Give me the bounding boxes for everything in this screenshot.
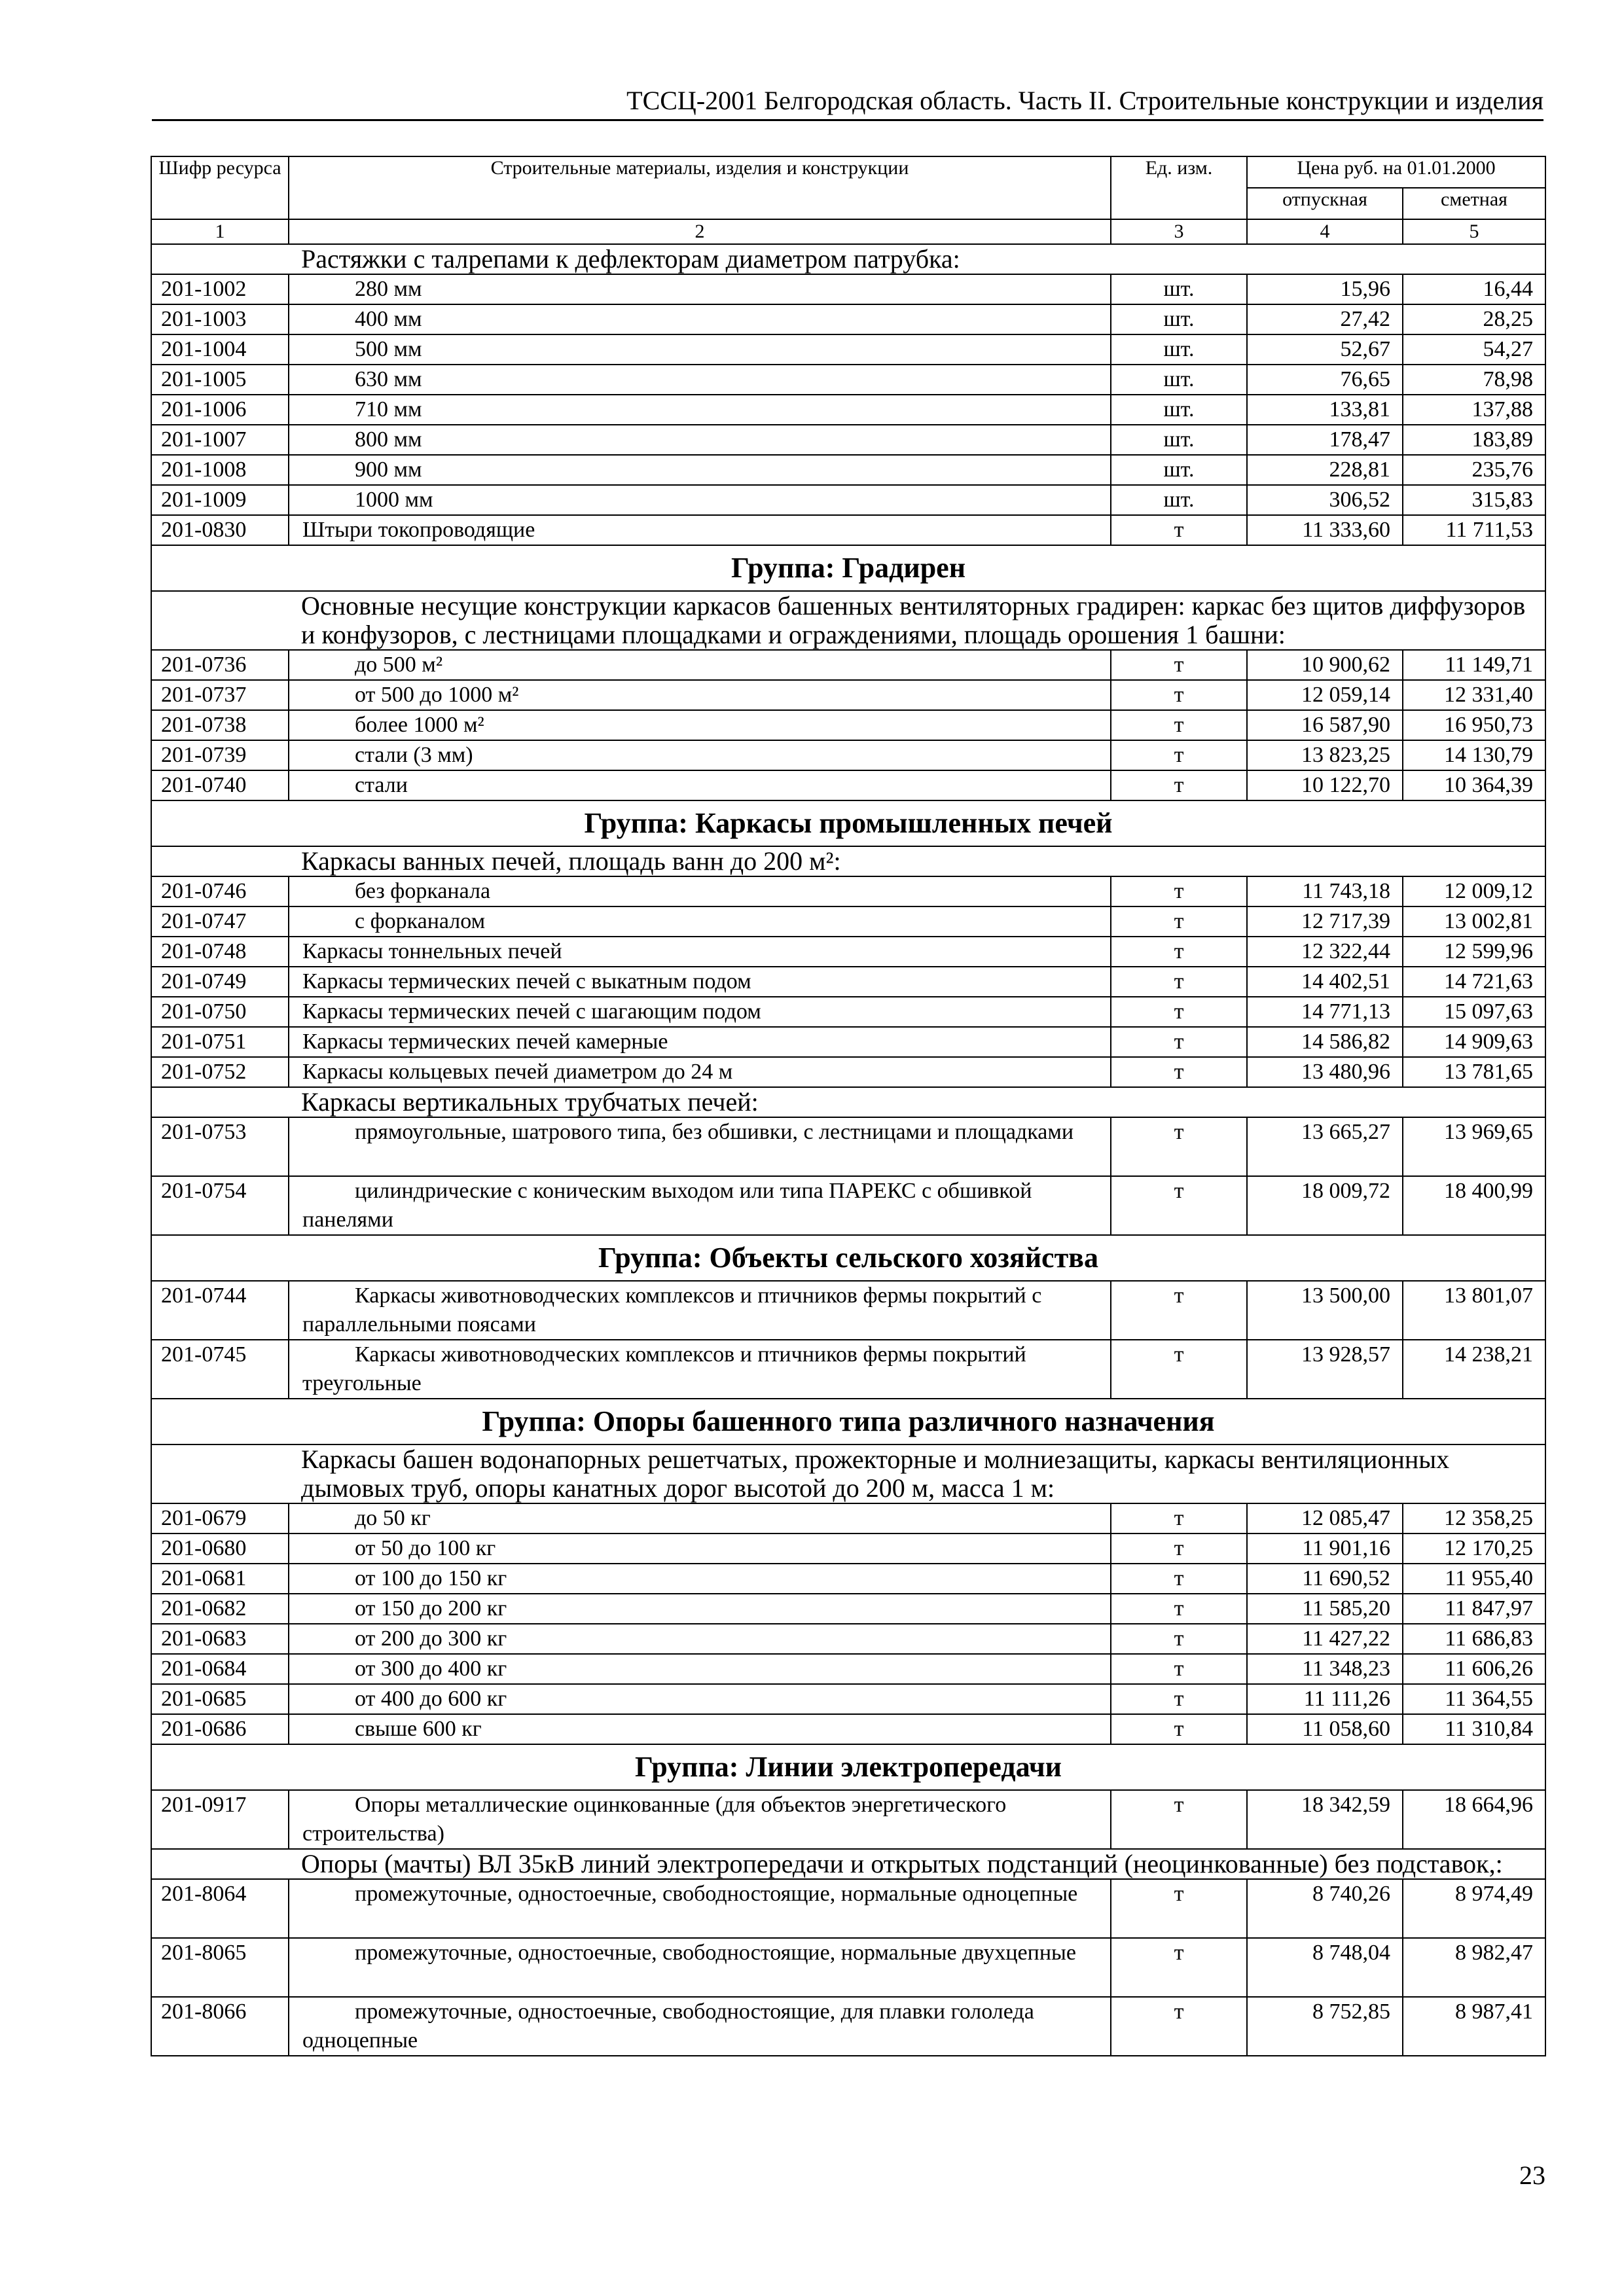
- release-price: 11 427,22: [1247, 1624, 1403, 1654]
- resource-name: 280 мм: [289, 274, 1111, 304]
- table-row: [151, 906, 1545, 937]
- estimate-price: 137,88: [1403, 395, 1545, 425]
- resource-code: 201-1008: [151, 455, 289, 485]
- table-row: [151, 1654, 1545, 1684]
- table-header-row: [151, 156, 1545, 188]
- resource-name: прямоугольные, шатрового типа, без обшивки, с лестницами и площадками: [289, 1117, 1111, 1176]
- unit-cell: шт.: [1111, 304, 1247, 334]
- estimate-price: 54,27: [1403, 334, 1545, 365]
- estimate-price: 11 364,55: [1403, 1684, 1545, 1714]
- table-row: [151, 680, 1545, 710]
- unit-cell: т: [1111, 1340, 1247, 1399]
- table-row: [151, 515, 1545, 545]
- estimate-price: 16 950,73: [1403, 710, 1545, 740]
- table-body: [151, 244, 1545, 2056]
- release-price: 8 748,04: [1247, 1938, 1403, 1997]
- table-row: [151, 1938, 1545, 1997]
- estimate-price: 78,98: [1403, 365, 1545, 395]
- resource-name: 630 мм: [289, 365, 1111, 395]
- release-price: 52,67: [1247, 334, 1403, 365]
- resource-code: 201-0749: [151, 967, 289, 997]
- unit-cell: т: [1111, 906, 1247, 937]
- resource-code: 201-0754: [151, 1176, 289, 1235]
- resource-name: до 500 м²: [289, 650, 1111, 680]
- release-price: 10 122,70: [1247, 770, 1403, 800]
- resource-code: 201-0747: [151, 906, 289, 937]
- unit-cell: шт.: [1111, 395, 1247, 425]
- unit-cell: т: [1111, 1938, 1247, 1997]
- resource-name: Каркасы термических печей камерные: [289, 1027, 1111, 1057]
- table-row: [151, 1503, 1545, 1534]
- unit-cell: т: [1111, 710, 1247, 740]
- release-price: 178,47: [1247, 425, 1403, 455]
- estimate-price: 8 974,49: [1403, 1879, 1545, 1938]
- estimate-price: 16,44: [1403, 274, 1545, 304]
- table-row: [151, 1624, 1545, 1654]
- resource-code: 201-0752: [151, 1057, 289, 1087]
- table-row: [151, 365, 1545, 395]
- estimate-price: 10 364,39: [1403, 770, 1545, 800]
- release-price: 12 085,47: [1247, 1503, 1403, 1534]
- unit-cell: т: [1111, 997, 1247, 1027]
- group-heading-row: [151, 545, 1545, 591]
- unit-cell: т: [1111, 1117, 1247, 1176]
- unit-cell: т: [1111, 1790, 1247, 1849]
- group-heading-row: [151, 800, 1545, 846]
- group-heading: Группа: Градирен: [151, 545, 1545, 591]
- group-heading: Группа: Каркасы промышленных печей: [151, 800, 1545, 846]
- resource-name: свыше 600 кг: [289, 1714, 1111, 1744]
- release-price: 27,42: [1247, 304, 1403, 334]
- resource-code: 201-1009: [151, 485, 289, 515]
- subsection-title: Каркасы вертикальных трубчатых печей:: [151, 1087, 1545, 1117]
- resource-name: Каркасы термических печей с выкатным подом: [289, 967, 1111, 997]
- resource-name: Опоры металлические оцинкованные (для объектов энергетического строительства): [289, 1790, 1111, 1849]
- release-price: 133,81: [1247, 395, 1403, 425]
- release-price: 228,81: [1247, 455, 1403, 485]
- estimate-price: 13 969,65: [1403, 1117, 1545, 1176]
- release-price: 14 771,13: [1247, 997, 1403, 1027]
- estimate-price: 12 331,40: [1403, 680, 1545, 710]
- resource-name: от 50 до 100 кг: [289, 1534, 1111, 1564]
- estimate-price: 18 664,96: [1403, 1790, 1545, 1849]
- column-header-price: Цена руб. на 01.01.2000: [1247, 156, 1545, 188]
- unit-cell: шт.: [1111, 485, 1247, 515]
- resource-name: стали (3 мм): [289, 740, 1111, 770]
- release-price: 11 743,18: [1247, 876, 1403, 906]
- resource-name: 1000 мм: [289, 485, 1111, 515]
- resource-name: цилиндрические с коническим выходом или типа ПАРЕКС с обшивкой панелями: [289, 1176, 1111, 1235]
- estimate-price: 11 310,84: [1403, 1714, 1545, 1744]
- release-price: 13 823,25: [1247, 740, 1403, 770]
- estimate-price: 12 599,96: [1403, 937, 1545, 967]
- release-price: 18 342,59: [1247, 1790, 1403, 1849]
- resource-code: 201-0686: [151, 1714, 289, 1744]
- resource-name: от 300 до 400 кг: [289, 1654, 1111, 1684]
- unit-cell: т: [1111, 515, 1247, 545]
- estimate-price: 11 955,40: [1403, 1564, 1545, 1594]
- resource-code: 201-0679: [151, 1503, 289, 1534]
- unit-cell: т: [1111, 1879, 1247, 1938]
- resource-name: Каркасы животноводческих комплексов и птичников фермы покрытий с параллельными поясами: [289, 1281, 1111, 1340]
- subsection-title: Растяжки с талрепами к дефлекторам диаметром патрубка:: [151, 244, 1545, 274]
- resource-code: 201-0917: [151, 1790, 289, 1849]
- resource-code: 201-0684: [151, 1654, 289, 1684]
- column-number: 2: [289, 219, 1111, 244]
- resource-name: от 150 до 200 кг: [289, 1594, 1111, 1624]
- subsection-title: Основные несущие конструкции каркасов башенных вентиляторных градирен: каркас без щитов диффузоров и конфузоров, с лестницами площадками и ограждениями, площадь орошения 1 башни:: [151, 591, 1545, 650]
- unit-cell: т: [1111, 740, 1247, 770]
- resource-name: промежуточные, одностоечные, свободностоящие, для плавки гололеда одноцепные: [289, 1997, 1111, 2056]
- column-header-unit: Ед. изм.: [1111, 156, 1247, 219]
- estimate-price: 11 711,53: [1403, 515, 1545, 545]
- resource-name: более 1000 м²: [289, 710, 1111, 740]
- release-price: 13 480,96: [1247, 1057, 1403, 1087]
- table-row: [151, 1117, 1545, 1176]
- unit-cell: т: [1111, 1997, 1247, 2056]
- subsection-title: Каркасы башен водонапорных решетчатых, прожекторные и молниезащиты, каркасы вентиляционных дымовых труб, опоры канатных дорог высотой до 200 м, масса 1 м:: [151, 1444, 1545, 1503]
- unit-cell: т: [1111, 1503, 1247, 1534]
- table-row: [151, 304, 1545, 334]
- estimate-price: 11 847,97: [1403, 1594, 1545, 1624]
- table-row: [151, 876, 1545, 906]
- resource-code: 201-1004: [151, 334, 289, 365]
- table-row: [151, 997, 1545, 1027]
- estimate-price: 18 400,99: [1403, 1176, 1545, 1235]
- table-row: [151, 1281, 1545, 1340]
- resource-code: 201-0685: [151, 1684, 289, 1714]
- group-heading: Группа: Линии электропередачи: [151, 1744, 1545, 1790]
- page-number: 23: [1519, 2161, 1545, 2190]
- unit-cell: т: [1111, 680, 1247, 710]
- page-header: [152, 82, 1543, 121]
- resource-code: 201-0738: [151, 710, 289, 740]
- header-title: ТССЦ-2001 Белгородская область. Часть II. Строительные конструкции и изделия: [626, 86, 1543, 115]
- estimate-price: 14 238,21: [1403, 1340, 1545, 1399]
- release-price: 11 348,23: [1247, 1654, 1403, 1684]
- unit-cell: т: [1111, 937, 1247, 967]
- estimate-price: 12 009,12: [1403, 876, 1545, 906]
- group-heading: Группа: Объекты сельского хозяйства: [151, 1235, 1545, 1281]
- resource-name: промежуточные, одностоечные, свободностоящие, нормальные одноцепные: [289, 1879, 1111, 1938]
- column-number: 4: [1247, 219, 1403, 244]
- estimate-price: 12 170,25: [1403, 1534, 1545, 1564]
- unit-cell: шт.: [1111, 365, 1247, 395]
- resource-code: 201-0683: [151, 1624, 289, 1654]
- resource-code: 201-8065: [151, 1938, 289, 1997]
- table-row: [151, 1997, 1545, 2056]
- resource-code: 201-0751: [151, 1027, 289, 1057]
- resource-code: 201-0750: [151, 997, 289, 1027]
- table-row: [151, 1057, 1545, 1087]
- resource-name: Каркасы термических печей с шагающим подом: [289, 997, 1111, 1027]
- column-header-release-price: отпускная: [1247, 188, 1403, 219]
- estimate-price: 15 097,63: [1403, 997, 1545, 1027]
- resource-code: 201-1002: [151, 274, 289, 304]
- resource-code: 201-0830: [151, 515, 289, 545]
- release-price: 15,96: [1247, 274, 1403, 304]
- resource-name: без форканала: [289, 876, 1111, 906]
- estimate-price: 12 358,25: [1403, 1503, 1545, 1534]
- estimate-price: 8 987,41: [1403, 1997, 1545, 2056]
- unit-cell: т: [1111, 1564, 1247, 1594]
- unit-cell: т: [1111, 1624, 1247, 1654]
- group-heading-row: [151, 1399, 1545, 1444]
- resource-name: с форканалом: [289, 906, 1111, 937]
- table-row: [151, 1564, 1545, 1594]
- estimate-price: 11 606,26: [1403, 1654, 1545, 1684]
- resource-code: 201-0680: [151, 1534, 289, 1564]
- release-price: 8 752,85: [1247, 1997, 1403, 2056]
- estimate-price: 14 130,79: [1403, 740, 1545, 770]
- column-header-code: Шифр ресурса: [151, 156, 289, 219]
- group-heading-row: [151, 1235, 1545, 1281]
- resource-code: 201-0682: [151, 1594, 289, 1624]
- table-row: [151, 1790, 1545, 1849]
- release-price: 11 690,52: [1247, 1564, 1403, 1594]
- resource-code: 201-0753: [151, 1117, 289, 1176]
- table-row: [151, 274, 1545, 304]
- resource-name: Штыри токопроводящие: [289, 515, 1111, 545]
- estimate-price: 183,89: [1403, 425, 1545, 455]
- column-header-estimate-price: сметная: [1403, 188, 1545, 219]
- resource-code: 201-0739: [151, 740, 289, 770]
- resource-name: промежуточные, одностоечные, свободностоящие, нормальные двухцепные: [289, 1938, 1111, 1997]
- resource-name: 400 мм: [289, 304, 1111, 334]
- release-price: 306,52: [1247, 485, 1403, 515]
- table-row: [151, 937, 1545, 967]
- release-price: 14 402,51: [1247, 967, 1403, 997]
- estimate-price: 14 721,63: [1403, 967, 1545, 997]
- resource-code: 201-1003: [151, 304, 289, 334]
- unit-cell: т: [1111, 770, 1247, 800]
- estimate-price: 8 982,47: [1403, 1938, 1545, 1997]
- resource-code: 201-0736: [151, 650, 289, 680]
- table-row: [151, 770, 1545, 800]
- release-price: 13 665,27: [1247, 1117, 1403, 1176]
- resource-code: 201-0745: [151, 1340, 289, 1399]
- resource-name: до 50 кг: [289, 1503, 1111, 1534]
- release-price: 12 717,39: [1247, 906, 1403, 937]
- table-row: [151, 1879, 1545, 1938]
- estimate-price: 11 149,71: [1403, 650, 1545, 680]
- resource-name: 900 мм: [289, 455, 1111, 485]
- unit-cell: т: [1111, 1176, 1247, 1235]
- table-row: [151, 1176, 1545, 1235]
- subsection-row: [151, 846, 1545, 876]
- resource-code: 201-1006: [151, 395, 289, 425]
- resource-name: от 400 до 600 кг: [289, 1684, 1111, 1714]
- group-heading-row: [151, 1744, 1545, 1790]
- resource-name: 800 мм: [289, 425, 1111, 455]
- table-row: [151, 455, 1545, 485]
- unit-cell: шт.: [1111, 334, 1247, 365]
- resource-code: 201-0744: [151, 1281, 289, 1340]
- estimate-price: 11 686,83: [1403, 1624, 1545, 1654]
- subsection-row: [151, 1849, 1545, 1879]
- release-price: 76,65: [1247, 365, 1403, 395]
- estimate-price: 14 909,63: [1403, 1027, 1545, 1057]
- table-row: [151, 740, 1545, 770]
- table-row: [151, 1340, 1545, 1399]
- table-row: [151, 1594, 1545, 1624]
- unit-cell: т: [1111, 1534, 1247, 1564]
- column-number: 5: [1403, 219, 1545, 244]
- table-row: [151, 395, 1545, 425]
- resource-code: 201-1007: [151, 425, 289, 455]
- table-row: [151, 334, 1545, 365]
- price-table: [151, 156, 1546, 2056]
- column-number: 3: [1111, 219, 1247, 244]
- table-row: [151, 485, 1545, 515]
- release-price: 11 901,16: [1247, 1534, 1403, 1564]
- unit-cell: шт.: [1111, 455, 1247, 485]
- unit-cell: т: [1111, 1057, 1247, 1087]
- resource-code: 201-0748: [151, 937, 289, 967]
- table-row: [151, 1684, 1545, 1714]
- subsection-row: [151, 1444, 1545, 1503]
- subsection-row: [151, 591, 1545, 650]
- column-number: 1: [151, 219, 289, 244]
- resource-code: 201-8066: [151, 1997, 289, 2056]
- table-row: [151, 1714, 1545, 1744]
- estimate-price: 28,25: [1403, 304, 1545, 334]
- table-row: [151, 1534, 1545, 1564]
- release-price: 18 009,72: [1247, 1176, 1403, 1235]
- table-row: [151, 425, 1545, 455]
- unit-cell: т: [1111, 1027, 1247, 1057]
- column-header-name: Строительные материалы, изделия и конструкции: [289, 156, 1111, 219]
- release-price: 14 586,82: [1247, 1027, 1403, 1057]
- unit-cell: т: [1111, 1281, 1247, 1340]
- resource-name: Каркасы животноводческих комплексов и птичников фермы покрытий треугольные: [289, 1340, 1111, 1399]
- release-price: 11 058,60: [1247, 1714, 1403, 1744]
- unit-cell: т: [1111, 1684, 1247, 1714]
- release-price: 16 587,90: [1247, 710, 1403, 740]
- subsection-row: [151, 1087, 1545, 1117]
- resource-code: 201-0746: [151, 876, 289, 906]
- release-price: 11 333,60: [1247, 515, 1403, 545]
- release-price: 12 059,14: [1247, 680, 1403, 710]
- release-price: 8 740,26: [1247, 1879, 1403, 1938]
- resource-name: 500 мм: [289, 334, 1111, 365]
- resource-name: Каркасы кольцевых печей диаметром до 24 м: [289, 1057, 1111, 1087]
- resource-code: 201-0681: [151, 1564, 289, 1594]
- subsection-row: [151, 244, 1545, 274]
- unit-cell: т: [1111, 967, 1247, 997]
- resource-code: 201-8064: [151, 1879, 289, 1938]
- table-row: [151, 1027, 1545, 1057]
- release-price: 11 111,26: [1247, 1684, 1403, 1714]
- table-row: [151, 710, 1545, 740]
- subsection-title: Опоры (мачты) ВЛ 35кВ линий электропередачи и открытых подстанций (неоцинкованные) без подставок,:: [151, 1849, 1545, 1879]
- unit-cell: шт.: [1111, 274, 1247, 304]
- resource-code: 201-0740: [151, 770, 289, 800]
- estimate-price: 13 002,81: [1403, 906, 1545, 937]
- subsection-title: Каркасы ванных печей, площадь ванн до 200 м²:: [151, 846, 1545, 876]
- resource-name: стали: [289, 770, 1111, 800]
- unit-cell: т: [1111, 1594, 1247, 1624]
- release-price: 10 900,62: [1247, 650, 1403, 680]
- table-row: [151, 650, 1545, 680]
- unit-cell: шт.: [1111, 425, 1247, 455]
- resource-name: от 500 до 1000 м²: [289, 680, 1111, 710]
- unit-cell: т: [1111, 1714, 1247, 1744]
- release-price: 12 322,44: [1247, 937, 1403, 967]
- unit-cell: т: [1111, 876, 1247, 906]
- unit-cell: т: [1111, 1654, 1247, 1684]
- table-row: [151, 967, 1545, 997]
- resource-name: 710 мм: [289, 395, 1111, 425]
- estimate-price: 13 781,65: [1403, 1057, 1545, 1087]
- release-price: 13 928,57: [1247, 1340, 1403, 1399]
- group-heading: Группа: Опоры башенного типа различного назначения: [151, 1399, 1545, 1444]
- unit-cell: т: [1111, 650, 1247, 680]
- estimate-price: 235,76: [1403, 455, 1545, 485]
- estimate-price: 13 801,07: [1403, 1281, 1545, 1340]
- resource-name: от 200 до 300 кг: [289, 1624, 1111, 1654]
- column-number-row: [151, 219, 1545, 244]
- estimate-price: 315,83: [1403, 485, 1545, 515]
- resource-code: 201-1005: [151, 365, 289, 395]
- resource-name: Каркасы тоннельных печей: [289, 937, 1111, 967]
- resource-name: от 100 до 150 кг: [289, 1564, 1111, 1594]
- resource-code: 201-0737: [151, 680, 289, 710]
- release-price: 13 500,00: [1247, 1281, 1403, 1340]
- release-price: 11 585,20: [1247, 1594, 1403, 1624]
